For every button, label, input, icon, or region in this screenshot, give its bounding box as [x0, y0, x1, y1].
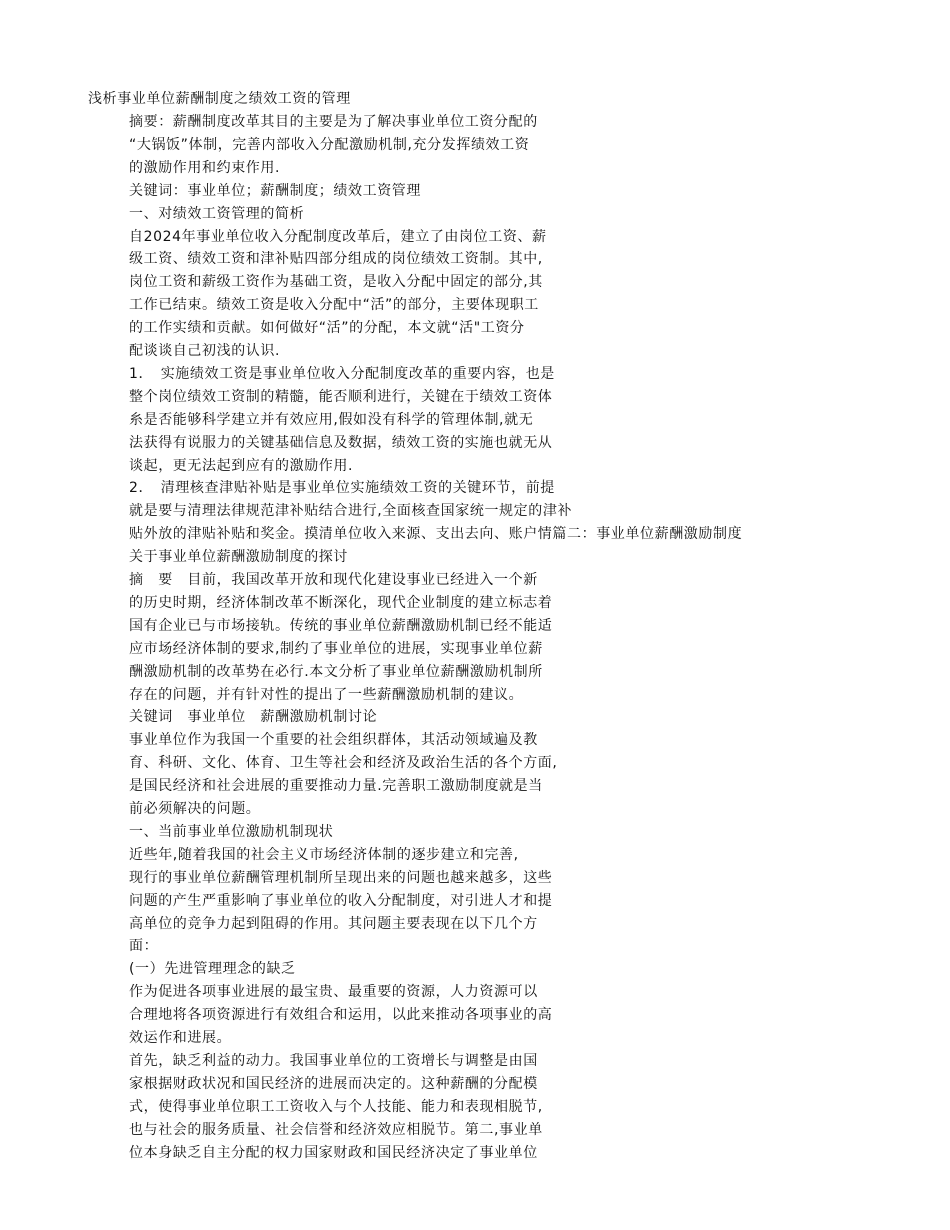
- document-line: 问题的产生严重影响了事业单位的收入分配制度，对引进人才和提: [129, 892, 553, 909]
- document-line: 自2024年事业单位收入分配制度改革后，建立了由岗位工资、薪: [129, 228, 547, 245]
- document-line: 面：: [129, 938, 159, 955]
- document-line: 近些年,随着我国的社会主义市场经济体制的逐步建立和完善,: [129, 846, 519, 863]
- document-line: 糸是否能够科学建立并有效应用,假如没有科学的管理体制,就无: [129, 411, 534, 428]
- document-line: 合理地将各项资源进行有效组合和运用，以此来推动各项事业的高: [129, 1007, 553, 1024]
- document-line: 存在的问题，并有针对性的提出了一些薪酬激励机制的建议。: [129, 686, 524, 703]
- document-line: 法获得有说服力的关键基础信息及数据，绩效工资的实施也就无从: [129, 434, 553, 451]
- document-line: 高单位的竞争力起到阻碍的作用。其问题主要表现在以下几个方: [129, 915, 538, 932]
- document-line: 摘要：薪酬制度改革其目的主要是为了解决事业单位工资分配的: [129, 114, 538, 130]
- document-line: 现行的事业单位薪酬管理机制所呈现出来的问题也越来越多，这些: [129, 869, 553, 886]
- document-line: 级工资、绩效工资和津补贴四部分组成的岗位绩效工资制。其中,: [129, 251, 543, 268]
- document-line: 的工作实绩和贡献。如何做好“活”的分配，本文就“活"工资分: [129, 320, 525, 337]
- document-line: 育、科研、文化、体育、卫生等社会和经济及政治生活的各个方面,: [129, 755, 558, 772]
- document-line: 1． 实施绩效工资是事业单位收入分配制度改革的重要内容，也是: [129, 365, 555, 382]
- document-line: 的历史时期，经济体制改革不断深化，现代企业制度的建立标志着: [129, 594, 553, 611]
- document-line: “大锅饭”体制，完善内部收入分配激励机制,充分发挥绩效工资: [129, 136, 530, 153]
- document-line: 效运作和进展。: [129, 1030, 232, 1046]
- document-line: 酬激励机制的改革势在必行.本文分析了事业单位薪酬激励机制所: [129, 663, 543, 680]
- document-line: 关于事业单位薪酬激励制度的探讨: [129, 549, 348, 566]
- document-line: 2． 清理核查津贴补贴是事业单位实施绩效工资的关键环节，前提: [129, 480, 555, 497]
- document-line: 式，使得事业单位职工工资收入与个人技能、能力和表现相脱节,: [129, 1098, 543, 1115]
- document-line: 一、当前事业单位激励机制现状: [129, 823, 334, 840]
- document-line: 应市场经济体制的要求,制约了事业单位的进展，实现事业单位薪: [129, 640, 543, 657]
- document-line: 谈起，更无法起到应有的激励作用.: [129, 457, 354, 474]
- document-line: 工作已结束。绩效工资是收入分配中“活”的部分，主要体现职工: [129, 297, 539, 314]
- document-line: 国有企业已与市场接轨。传统的事业单位薪酬激励机制已经不能适: [129, 617, 553, 634]
- document-line: 整个岗位绩效工资制的精髓，能否顺利进行，关键在于绩效工资体: [129, 388, 553, 405]
- document-line: 也与社会的服务质量、社会信誉和经济效应相脱节。第二,事业单: [129, 1121, 543, 1138]
- document-line: 一、对绩效工资管理的简析: [129, 205, 305, 222]
- document-line: 前必须解决的问题。: [129, 801, 261, 817]
- document-line: 就是要与清理法律规范津补贴结合进行,全面核查国家统一规定的津补: [129, 503, 573, 520]
- document-line: 关键词：事业单位；薪酬制度；绩效工资管理: [129, 182, 421, 199]
- document-line: 事业单位作为我国一个重要的社会组织群体，其活动领域遍及教: [129, 732, 538, 749]
- document-line: 贴外放的津贴补贴和奖金。摸清单位收入来源、支出去向、账户情篇二：事业单位薪酬激励制度: [129, 526, 743, 543]
- document-line: 位本身缺乏自主分配的权力国家财政和国民经济决定了事业单位: [129, 1144, 538, 1161]
- document-line: 的激励作用和约束作用.: [129, 159, 281, 176]
- document-title: 浅析事业单位薪酬制度之绩效工资的管理: [88, 91, 351, 107]
- document-line: 作为促进各项事业进展的最宝贵、最重要的资源，人力资源可以: [129, 984, 538, 1001]
- document-line: 是国民经济和社会进展的重要推动力量.完善职工激励制度就是当: [129, 778, 543, 795]
- document-line: 首先，缺乏利益的动力。我国事业单位的工资增长与调整是由国: [129, 1052, 538, 1069]
- document-line: 配谈谈自己初浅的认识.: [129, 343, 281, 359]
- document-line: 家根据财政状况和国民经济的进展而决定的。这种薪酬的分配模: [129, 1075, 538, 1092]
- document-line: 岗位工资和薪级工资作为基础工资，是收入分配中固定的部分,其: [129, 274, 543, 291]
- document-line: (一）先进管理理念的缺乏: [129, 961, 296, 978]
- document-line: 关键词 事业单位 薪酬激励机制讨论: [129, 709, 378, 726]
- document-line: 摘 要 目前，我国改革开放和现代化建设事业已经进入一个新: [129, 572, 538, 588]
